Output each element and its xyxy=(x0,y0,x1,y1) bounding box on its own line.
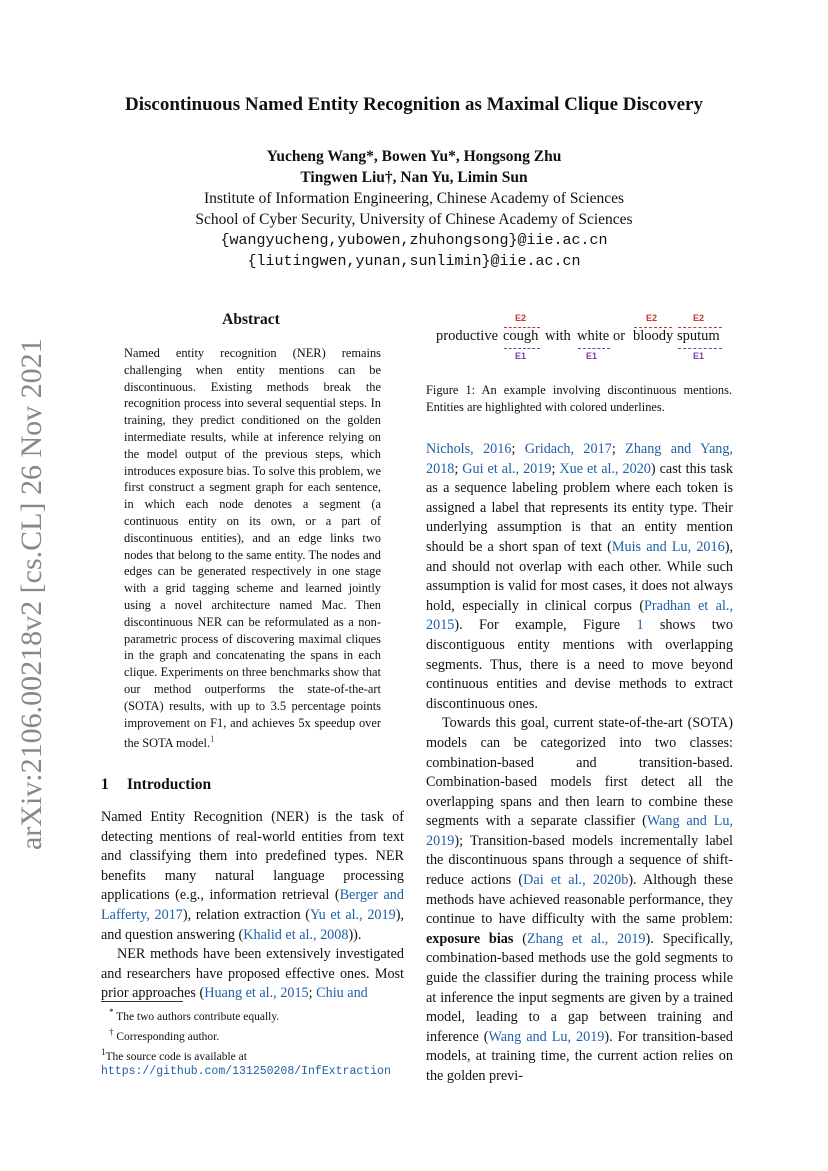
token: sputum xyxy=(677,328,720,344)
token: bloody xyxy=(633,328,674,344)
citation[interactable]: Khalid et al., 2008 xyxy=(243,926,349,943)
entity-underline-e2 xyxy=(678,327,722,328)
footnote-rule xyxy=(101,1001,183,1002)
footnote-3: $^1$The source code is available at https://github.com/131250208/InfExtraction xyxy=(101,1046,391,1079)
entity-label-e2: E2 xyxy=(646,313,658,323)
citation[interactable]: Wang and Lu, 2019 xyxy=(426,813,733,849)
figure-ref[interactable]: 1 xyxy=(636,617,644,634)
section-heading: 1 Introduction xyxy=(101,776,212,793)
email-line-1: {wangyucheng,yubowen,zhuhongsong}@iie.ac.cn xyxy=(220,232,608,249)
entity-label-e1: E1 xyxy=(586,351,598,361)
intro-paragraph-1: Named Entity Recognition (NER) is the task of detecting mentions of real-world entities from text and classifying them into predefined types. NER benefits many natural language processing applications (e.g., information retrieval (Berger and Lafferty, 2017), relation extraction (Yu et al., 2019), and question answering (Khalid et al., 2008)). xyxy=(101,809,404,943)
author-block xyxy=(0,146,828,272)
entity-underline-e1 xyxy=(504,348,540,349)
footnotes xyxy=(101,1005,406,1079)
entity-label-e1: E1 xyxy=(515,351,527,361)
intro-right-column xyxy=(426,440,733,1087)
intro-paragraph-2: NER methods have been extensively investigated and researchers have proposed effective ones. Most prior approaches (Huang et al., 2015; Chiu and xyxy=(101,946,404,1002)
entity-underline-e2 xyxy=(634,327,672,328)
author-line-1: Yucheng Wang*, Bowen Yu*, Hongsong Zhu xyxy=(266,148,562,165)
citation[interactable]: Wang and Lu, 2019 xyxy=(488,1028,605,1045)
figure-1-caption: Figure 1: An example involving discontinuous mentions. Entities are highlighted with colored underlines. xyxy=(426,383,732,414)
citation[interactable]: Yu et al., 2019 xyxy=(309,906,396,923)
citation[interactable]: Dai et al., 2020b xyxy=(523,872,629,889)
token: with xyxy=(545,328,571,344)
affiliation-2: School of Cyber Security, University of Chinese Academy of Sciences xyxy=(195,211,633,228)
figure-1 xyxy=(426,310,732,370)
abstract-text: Named entity recognition (NER) remains challenging when entity mentions can be discontinuous. Existing methods break the recognition process into several sequential steps. In training, they predict conditioned on the golden intermediate results, while at inference relying on the model output of the previous steps, which introduces exposure bias. To solve this problem, we first construct a segment graph for each sentence, in which each node denotes a segment (a continuous entity on its own, or a part of discontinuous entities), and an edge links two nodes that belong to the same entity. The nodes and edges can be generated respectively in one stage with a grid tagging scheme and learned jointly using a novel architecture named Mac. Then discontinuous NER can be reformulated as a non-parametric process of discovering maximal cliques in the graph and concatenating the spans in each clique. Experiments on three benchmarks show that our method outperforms the state-of-the-art (SOTA) results, with up to 3.5 percentage points improvement on F1, and achieves 5x speedup over the SOTA model.$^1$ xyxy=(124,346,381,751)
intro-left-column xyxy=(101,808,404,1004)
footnote-1: * The two authors contribute equally. xyxy=(109,1007,280,1023)
entity-label-e1: E1 xyxy=(693,351,705,361)
email-line-2: {liutingwen,yunan,sunlimin}@iie.ac.cn xyxy=(247,253,581,270)
paper-title: Discontinuous Named Entity Recognition as Maximal Clique Discovery xyxy=(125,94,703,115)
abstract-heading: Abstract xyxy=(222,311,280,328)
bold-term: exposure bias xyxy=(426,930,514,947)
footnote-ref[interactable]: 1 xyxy=(210,734,215,745)
citation[interactable]: Huang et al., 2015 xyxy=(204,985,309,1002)
entity-underline-e2 xyxy=(504,327,540,328)
citation[interactable]: Berger and Lafferty, 2017 xyxy=(101,887,404,923)
citation[interactable]: Chiu and xyxy=(316,985,368,1002)
token: cough xyxy=(503,328,539,344)
source-code-link[interactable]: https://github.com/131250208/InfExtraction xyxy=(101,1065,391,1079)
entity-underline-e1 xyxy=(678,348,722,349)
affiliation-1: Institute of Information Engineering, Chinese Academy of Sciences xyxy=(203,190,625,207)
citation[interactable]: Gridach, 2017 xyxy=(524,441,612,457)
author-line-2: Tingwen Liu†, Nan Yu, Limin Sun xyxy=(300,169,528,186)
citation[interactable]: Zhang et al., 2019 xyxy=(526,930,646,947)
intro-paragraph-4: Towards this goal, current state-of-the-art (SOTA) models can be categorized into two classes: combination-based and transition-based. Combination-based models first detect all the overlapping spans and then learn to combine these segments with a separate classifier (Wang and Lu, 2019); Transition-based models incrementally label the discontinuous spans through a sequence of shift-reduce actions (Dai et al., 2020b). Although these methods have achieved reasonable performance, they continue to have difficulty with the same problem: exposure bias (Zhang et al., 2019). Specifically, combination-based methods use the gold segments to guide the classifier during the training process while at inference the input segments are given by a trained model, leading to a gap between training and inference (Wang and Lu, 2019). For transition-based models, at training time, the current action relies on the golden previ- xyxy=(426,715,733,1084)
citation[interactable]: Gui et al., 2019 xyxy=(462,460,552,477)
arxiv-stamp: arXiv:2106.00218v2 [cs.CL] 26 Nov 2021 xyxy=(15,338,48,850)
citation[interactable]: Xue et al., 2020 xyxy=(559,460,651,477)
token: or xyxy=(613,328,626,344)
token: productive xyxy=(436,328,499,344)
footnote-2: † Corresponding author. xyxy=(109,1026,220,1043)
intro-paragraph-3: Nichols, 2016; Gridach, 2017; Zhang and Yang, 2018; Gui et al., 2019; Xue et al., 2020) cast this task as a sequence labeling problem where each token is assigned a label that represents its entity type. Their underlying assumption is that an entity mention should be a short span of text (Muis and Lu, 2016), and should not overlap with each other. While such assumption is valid for most cases, it does not always hold, especially in clinical corpus (Pradhan et al., 2015). For example, Figure 1 shows two discontiguous entity mentions with overlapping segments. Thus, there is a need to move beyond continuous entities and devise methods to extract discontinuous ones. xyxy=(426,441,734,712)
citation[interactable]: Nichols, 2016 xyxy=(426,441,512,457)
entity-underline-e1 xyxy=(578,348,610,349)
token: white xyxy=(577,328,610,344)
entity-label-e2: E2 xyxy=(515,313,527,323)
entity-label-e2: E2 xyxy=(693,313,705,323)
citation[interactable]: Zhang and Yang, 2018 xyxy=(426,441,733,477)
citation[interactable]: Pradhan et al., 2015 xyxy=(426,597,733,634)
citation[interactable]: Muis and Lu, 2016 xyxy=(611,538,725,555)
